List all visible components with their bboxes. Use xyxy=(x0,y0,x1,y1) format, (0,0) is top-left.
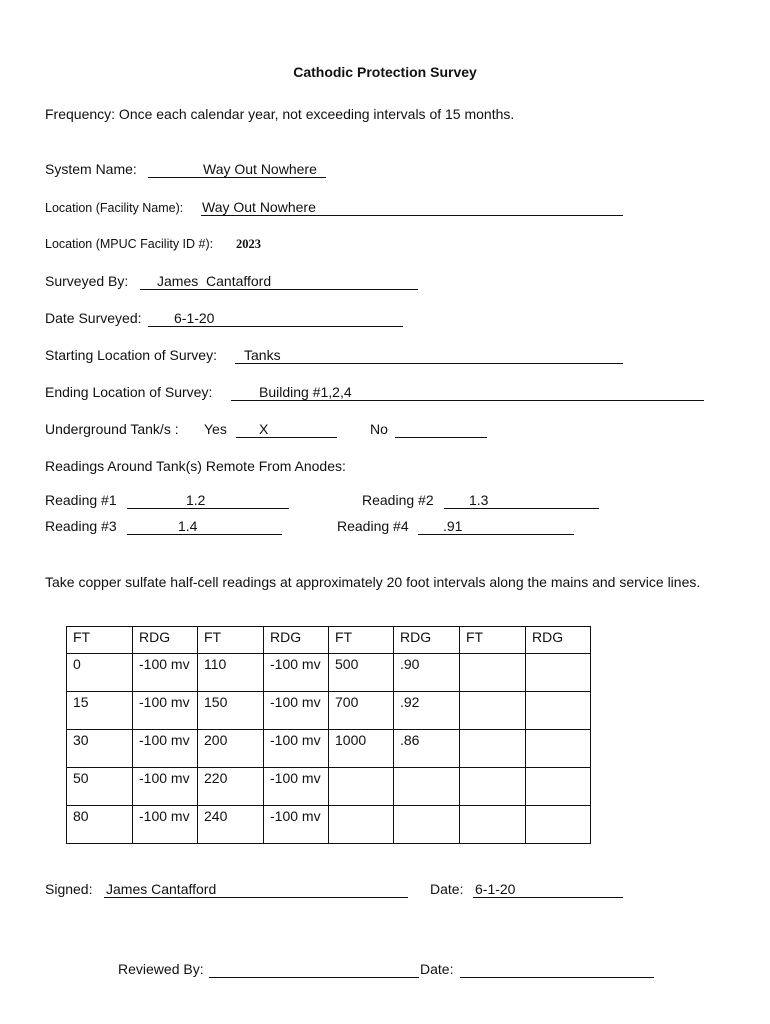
table-header-row xyxy=(67,627,591,654)
header-cell: FT xyxy=(67,627,133,654)
table-cell[interactable]: -100 mv xyxy=(133,654,198,692)
table-cell[interactable] xyxy=(329,768,394,806)
table-cell[interactable]: 200 xyxy=(198,730,264,768)
signed-line xyxy=(104,897,408,898)
reading-1-value[interactable]: 1.2 xyxy=(186,492,206,508)
table-row xyxy=(67,806,591,844)
header-cell: FT xyxy=(198,627,264,654)
table-cell[interactable]: 50 xyxy=(67,768,133,806)
table-cell[interactable]: 220 xyxy=(198,768,264,806)
table-cell[interactable]: 240 xyxy=(198,806,264,844)
instructions-text: Take copper sulfate half-cell readings at approximately 20 foot intervals along the mains and service lines. xyxy=(45,574,701,590)
table-cell[interactable]: 30 xyxy=(67,730,133,768)
surveyed-by-label: Surveyed By: xyxy=(45,273,129,289)
table-cell[interactable]: -100 mv xyxy=(133,730,198,768)
table-cell[interactable]: 110 xyxy=(198,654,264,692)
table-cell[interactable]: -100 mv xyxy=(133,768,198,806)
header-cell: RDG xyxy=(526,627,591,654)
starting-location-value[interactable]: Tanks xyxy=(244,347,281,363)
table-cell[interactable]: -100 mv xyxy=(264,730,329,768)
table-cell[interactable] xyxy=(526,806,591,844)
table-cell[interactable]: -100 mv xyxy=(264,806,329,844)
reviewed-by-line xyxy=(209,977,419,978)
table-cell[interactable]: 80 xyxy=(67,806,133,844)
reading-4-line xyxy=(418,534,574,535)
table-row xyxy=(67,692,591,730)
system-name-line xyxy=(148,177,326,178)
reviewed-date-label: Date: xyxy=(420,961,454,977)
table-cell[interactable] xyxy=(460,692,526,730)
starting-location-line xyxy=(235,363,623,364)
table-cell[interactable]: 0 xyxy=(67,654,133,692)
tanks-yes-line xyxy=(236,437,337,438)
system-name-value[interactable]: Way Out Nowhere xyxy=(203,161,317,177)
ending-location-line xyxy=(231,400,704,401)
starting-location-label: Starting Location of Survey: xyxy=(45,347,217,363)
reading-2-line xyxy=(444,508,599,509)
system-name-label: System Name: xyxy=(45,161,137,177)
table-row xyxy=(67,654,591,692)
table-cell[interactable]: -100 mv xyxy=(133,692,198,730)
table-cell[interactable]: 500 xyxy=(329,654,394,692)
reading-2-label: Reading #2 xyxy=(362,492,434,508)
table-cell[interactable] xyxy=(526,692,591,730)
table-cell[interactable] xyxy=(394,768,460,806)
table-cell[interactable]: -100 mv xyxy=(133,806,198,844)
tanks-no-label: No xyxy=(370,421,388,437)
table-cell[interactable] xyxy=(526,768,591,806)
location-facility-label: Location (Facility Name): xyxy=(45,201,184,215)
location-facility-line xyxy=(201,215,623,216)
reading-3-label: Reading #3 xyxy=(45,518,117,534)
table-row xyxy=(67,768,591,806)
underground-tanks-label: Underground Tank/s : xyxy=(45,421,179,437)
table-cell[interactable]: 15 xyxy=(67,692,133,730)
reading-1-line xyxy=(127,508,289,509)
frequency-text: Frequency: Once each calendar year, not exceeding intervals of 15 months. xyxy=(45,106,515,122)
table-cell[interactable] xyxy=(394,806,460,844)
table-cell[interactable] xyxy=(460,806,526,844)
table-cell[interactable] xyxy=(460,768,526,806)
reading-3-value[interactable]: 1.4 xyxy=(178,518,198,534)
header-cell: FT xyxy=(329,627,394,654)
signed-label: Signed: xyxy=(45,881,93,897)
ending-location-value[interactable]: Building #1,2,4 xyxy=(259,384,352,400)
reading-1-label: Reading #1 xyxy=(45,492,117,508)
reading-3-line xyxy=(127,534,282,535)
header-cell: RDG xyxy=(133,627,198,654)
location-mpuc-label: Location (MPUC Facility ID #): xyxy=(45,237,214,251)
table-cell[interactable]: .92 xyxy=(394,692,460,730)
header-cell: FT xyxy=(460,627,526,654)
signed-date-value[interactable]: 6-1-20 xyxy=(475,881,516,897)
table-cell[interactable]: -100 mv xyxy=(264,692,329,730)
reading-4-value[interactable]: .91 xyxy=(443,518,463,534)
table-cell[interactable]: -100 mv xyxy=(264,654,329,692)
surveyed-by-line xyxy=(140,289,418,290)
reading-2-value[interactable]: 1.3 xyxy=(469,492,489,508)
ending-location-label: Ending Location of Survey: xyxy=(45,384,213,400)
table-cell[interactable] xyxy=(460,730,526,768)
table-cell[interactable] xyxy=(526,730,591,768)
table-cell[interactable]: 700 xyxy=(329,692,394,730)
page-title: Cathodic Protection Survey xyxy=(293,64,477,80)
table-cell[interactable]: -100 mv xyxy=(264,768,329,806)
date-surveyed-value[interactable]: 6-1-20 xyxy=(174,310,215,326)
reviewed-by-label: Reviewed By: xyxy=(118,961,204,977)
readings-heading: Readings Around Tank(s) Remote From Anodes: xyxy=(45,458,346,474)
signed-date-label: Date: xyxy=(430,881,464,897)
header-cell: RDG xyxy=(264,627,329,654)
header-cell: RDG xyxy=(394,627,460,654)
table-row xyxy=(67,730,591,768)
reading-4-label: Reading #4 xyxy=(337,518,409,534)
location-mpuc-value[interactable]: 2023 xyxy=(236,237,261,251)
table-cell[interactable]: 1000 xyxy=(329,730,394,768)
table-cell[interactable]: .86 xyxy=(394,730,460,768)
tanks-yes-label: Yes xyxy=(204,421,227,437)
table-cell[interactable]: 150 xyxy=(198,692,264,730)
tanks-no-line xyxy=(395,437,487,438)
date-surveyed-label: Date Surveyed: xyxy=(45,310,142,326)
tanks-yes-value[interactable]: X xyxy=(259,421,269,437)
table-cell[interactable] xyxy=(526,654,591,692)
table-cell[interactable] xyxy=(460,654,526,692)
location-facility-value[interactable]: Way Out Nowhere xyxy=(202,199,316,215)
signed-value[interactable]: James Cantafford xyxy=(106,881,217,897)
reviewed-date-line xyxy=(460,977,654,978)
readings-table xyxy=(66,626,591,844)
table-cell[interactable] xyxy=(329,806,394,844)
table-cell[interactable]: .90 xyxy=(394,654,460,692)
surveyed-by-value[interactable]: James Cantafford xyxy=(157,273,272,289)
signed-date-line xyxy=(473,897,623,898)
date-surveyed-line xyxy=(148,326,403,327)
